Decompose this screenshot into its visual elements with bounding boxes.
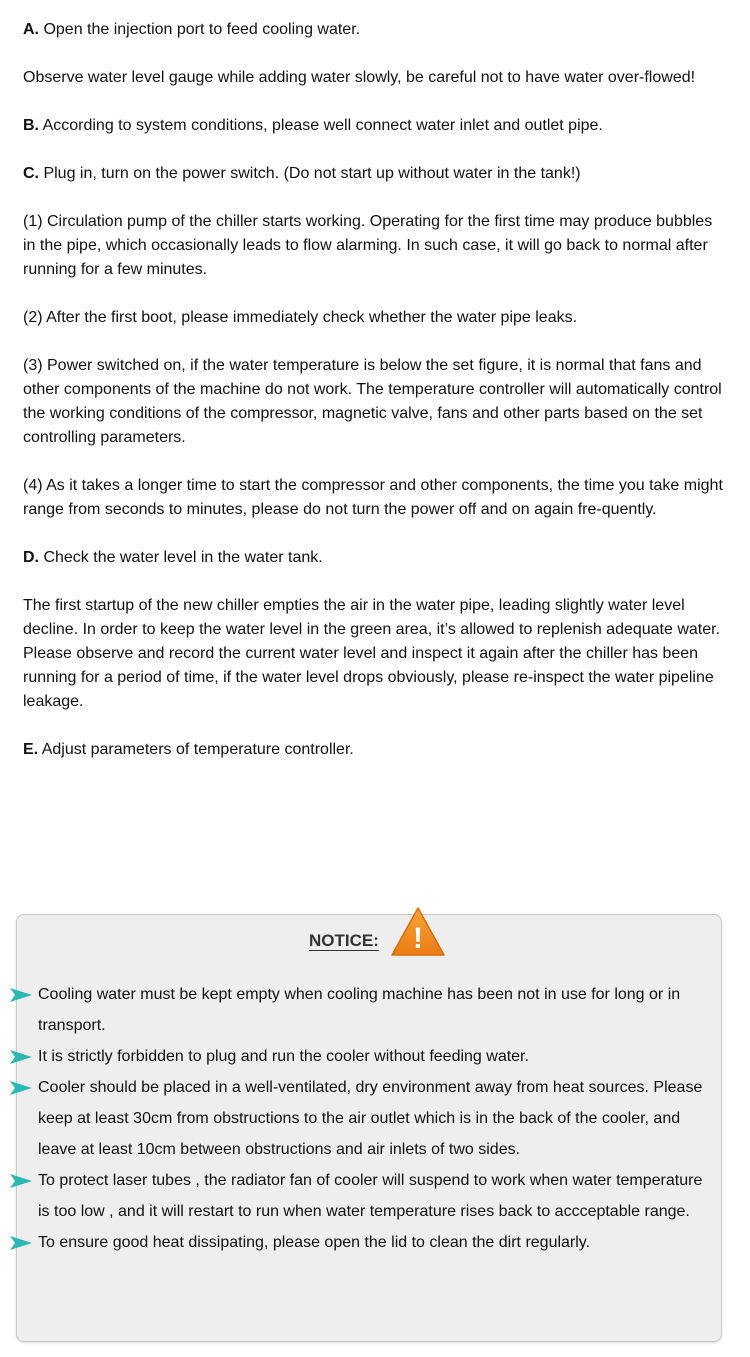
warning-triangle-icon: [389, 905, 447, 959]
step-letter: A.: [23, 21, 39, 38]
notice-list: [9, 979, 709, 1258]
notice-header: [309, 903, 447, 961]
step-text: According to system conditions, please well connect water inlet and outlet pipe.: [39, 117, 603, 134]
notice-item-text: Cooler should be placed in a well-ventilated, dry environment away from heat sources. Please keep at least 30cm from obstructions to the air outlet which is in the back of the cooler, and leave at least 10cm between obstructions and air inlets of two sides.: [38, 1079, 703, 1158]
notice-item-text: It is strictly forbidden to plug and run the cooler without feeding water.: [38, 1048, 529, 1065]
notice-item-text: To protect laser tubes , the radiator fan of cooler will suspend to work when water temperature is too low , and it will restart to run when water temperature rises back to accceptable range.: [38, 1172, 703, 1220]
step-letter: D.: [23, 549, 39, 566]
step-c-2: (2) After the first boot, please immediately check whether the water pipe leaks.: [23, 309, 578, 326]
notice-item: [9, 1041, 709, 1072]
step-letter: E.: [23, 741, 39, 758]
step-letter: C.: [23, 165, 39, 182]
step-c: [23, 162, 728, 186]
notice-item: [9, 1227, 709, 1258]
step-d-note: The first startup of the new chiller empties the air in the water pipe, leading slightly water level decline. In order to keep the water level in the green area, it’s allowed to replenish adequate water. Please observe and record the current water level and inspect it again after the chiller has been running for a period of time, if the water level drops obviously, please re-inspect the water pipeline leakage.: [23, 597, 721, 710]
teal-arrow-icon: [9, 1173, 33, 1189]
notice-title: NOTICE:: [309, 931, 379, 950]
step-c-1: (1) Circulation pump of the chiller starts working. Operating for the first time may produce bubbles in the pipe, which occasionally leads to flow alarming. In such case, it will go back to normal after running for a few minutes.: [23, 213, 713, 278]
notice-item: [9, 1072, 709, 1165]
teal-arrow-icon: [9, 1049, 33, 1065]
step-d: [23, 546, 728, 570]
notice-box: [16, 914, 722, 1342]
notice-item-text: To ensure good heat dissipating, please open the lid to clean the dirt regularly.: [38, 1234, 591, 1251]
instructions-content: [23, 18, 728, 786]
step-text: Adjust parameters of temperature controller.: [38, 741, 354, 758]
step-text: Check the water level in the water tank.: [39, 549, 323, 566]
notice-item: [9, 1165, 709, 1227]
step-letter: B.: [23, 117, 39, 134]
step-a: [23, 18, 728, 42]
teal-arrow-icon: [9, 1080, 33, 1096]
notice-item: [9, 979, 709, 1041]
step-b: [23, 114, 728, 138]
step-text: Plug in, turn on the power switch. (Do not start up without water in the tank!): [39, 165, 581, 182]
warning-mark: !: [412, 922, 423, 955]
step-c-3: (3) Power switched on, if the water temperature is below the set figure, it is normal that fans and other components of the machine do not work. The temperature controller will automatically control the working conditions of the compressor, magnetic valve, fans and other parts based on the set controlling parameters.: [23, 357, 722, 446]
step-a-note: Observe water level gauge while adding water slowly, be careful not to have water over-flowed!: [23, 69, 696, 86]
notice-item-text: Cooling water must be kept empty when cooling machine has been not in use for long or in transport.: [38, 986, 681, 1034]
step-text: Open the injection port to feed cooling water.: [39, 21, 361, 38]
step-c-4: (4) As it takes a longer time to start the compressor and other components, the time you take might range from seconds to minutes, please do not turn the power off and on again fre-quently.: [23, 477, 723, 518]
step-e: [23, 738, 728, 762]
teal-arrow-icon: [9, 1235, 33, 1251]
teal-arrow-icon: [9, 987, 33, 1003]
